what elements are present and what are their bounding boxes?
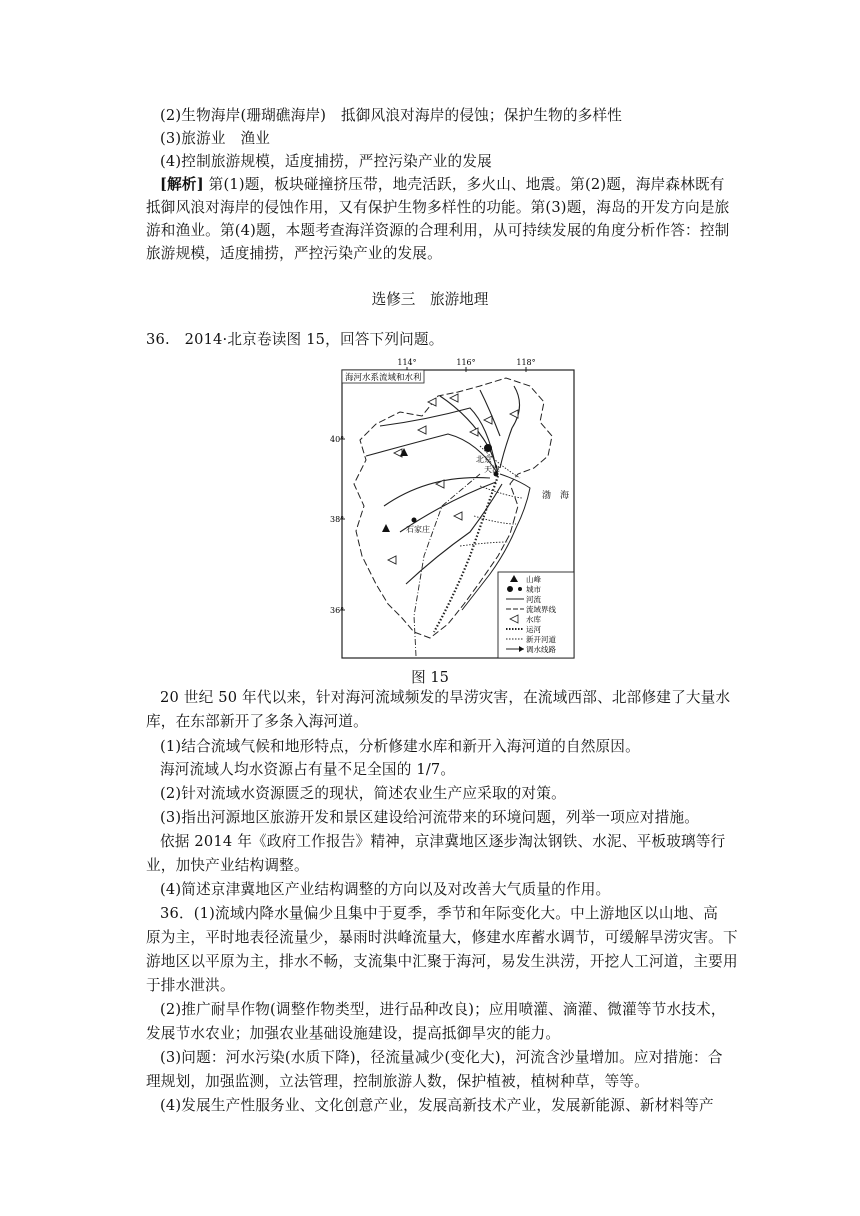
analysis-text: 第(1)题，板块碰撞挤压带，地壳活跃，多火山、地震。第(2)题，海岸森林既有	[208, 176, 725, 193]
lon-label-118: 118°	[516, 358, 536, 367]
question-1: (1)结合流域气候和地形特点，分析修建水库和新开入海河道的自然原因。	[160, 738, 640, 755]
para-2: 海河流域人均水资源占有量不足全国的 1/7。	[160, 761, 456, 778]
lat-label-40: 40°	[330, 435, 345, 444]
canal	[434, 476, 498, 632]
question-4: (4)简述京津冀地区产业结构调整的方向以及对改善大气质量的作用。	[160, 881, 611, 898]
legend-transfer: 调水线路	[526, 645, 556, 654]
legend-new-channel: 新开河道	[526, 635, 556, 644]
answer-4-line-1: (4)发展生产性服务业、文化创意产业，发展高新技术产业，发展新能源、新材料等产	[160, 1097, 714, 1114]
question-36-title: 36. 2014·北京卷读图 15，回答下列问题。	[146, 331, 444, 348]
lon-label-116: 116°	[456, 358, 476, 367]
haihe-basin-map	[330, 356, 578, 660]
analysis-line-3: 游和渔业。第(4)题，本题考查海洋资源的合理利用，从可持续发展的角度分析作答：控制	[146, 222, 730, 239]
answer-line-4: (4)控制旅游规模，适度捕捞，严控污染产业的发展	[160, 153, 492, 170]
section-heading: 选修三 旅游地理	[371, 291, 489, 308]
map-legend	[498, 572, 574, 658]
answer-1-line-2: 原为主，平时地表径流量少，暴雨时洪峰流量大，修建水库蓄水调节，可缓解旱涝灾害。下	[146, 929, 738, 946]
water-transfer-line	[414, 474, 480, 656]
city-tianjin: 天津	[484, 465, 500, 474]
para-3-line-1: 依据 2014 年《政府工作报告》精神，京津冀地区逐步淘汰钢铁、水泥、平板玻璃等行	[160, 833, 726, 850]
para-1-line-1: 20 世纪 50 年代以来，针对海河流域频发的旱涝灾害，在流域西部、北部修建了大量水	[160, 689, 731, 706]
city-shijiazhuang: 石家庄	[406, 525, 430, 534]
legend-river: 河流	[526, 595, 541, 604]
answer-3-line-1: (3)问题：河水污染(水质下降)，径流量减少(变化大)，河流含沙量增加。应对措施：合	[160, 1049, 723, 1066]
legend-canal: 运河	[526, 625, 541, 634]
legend-peak: 山峰	[526, 575, 541, 584]
lon-label-114: 114°	[397, 358, 417, 367]
answer-line-3: (3)旅游业 渔业	[160, 130, 271, 147]
analysis-line-2: 抵御风浪对海岸的侵蚀作用，又有保护生物多样性的功能。第(3)题，海岛的开发方向是旅	[146, 199, 730, 216]
legend-city: 城市	[526, 585, 541, 594]
city-shijiazhuang-marker	[412, 518, 417, 523]
answer-2-line-1: (2)推广耐旱作物(调整作物类型，进行品种改良)；应用喷灌、滴灌、微灌等节水技术，	[160, 1001, 726, 1018]
legend-boundary: 流域界线	[526, 605, 556, 614]
answer-1-line-1: 36．(1)流域内降水量偏少且集中于夏季，季节和年际变化大。中上游地区以山地、高	[160, 905, 719, 922]
answer-line-2: (2)生物海岸(珊瑚礁海岸) 抵御风浪对海岸的侵蚀；保护生物的多样性	[160, 107, 623, 124]
answer-3-line-2: 理规划，加强监测，立法管理，控制旅游人数，保护植被，植树种草，等等。	[146, 1073, 649, 1090]
figure-caption: 图 15	[411, 669, 449, 686]
legend-reservoir: 水库	[526, 615, 541, 624]
para-3-line-2: 业，加快产业结构调整。	[146, 857, 309, 874]
answer-1-line-4: 于排水泄洪。	[146, 977, 235, 994]
city-beijing-marker	[484, 444, 492, 452]
lat-label-36: 36°	[330, 606, 345, 615]
answer-2-line-2: 发展节水农业；加强农业基础设施建设，提高抵御旱灾的能力。	[146, 1025, 561, 1042]
para-1-line-2: 库，在东部新开了多条入海河道。	[146, 713, 368, 730]
question-3: (3)指出河源地区旅游开发和景区建设给河流带来的环境问题，列举一项应对措施。	[160, 809, 700, 826]
sea-label: 渤 海	[542, 491, 570, 501]
analysis-tag: [解析]	[160, 176, 204, 193]
analysis-line-1	[160, 175, 725, 195]
lat-label-38: 38°	[330, 515, 345, 524]
answer-1-line-3: 游地区以平原为主，排水不畅，支流集中汇聚于海河，易发生洪涝，开挖人工河道，主要用	[146, 953, 738, 970]
peaks	[382, 448, 408, 532]
map-title: 海河水系流域和水利	[345, 373, 422, 383]
analysis-line-4: 旅游规模，适度捕捞，严控污染产业的发展。	[146, 245, 442, 262]
question-2: (2)针对流域水资源匮乏的现状，简述农业生产应采取的对策。	[160, 785, 566, 802]
city-beijing: 北京	[476, 455, 492, 464]
